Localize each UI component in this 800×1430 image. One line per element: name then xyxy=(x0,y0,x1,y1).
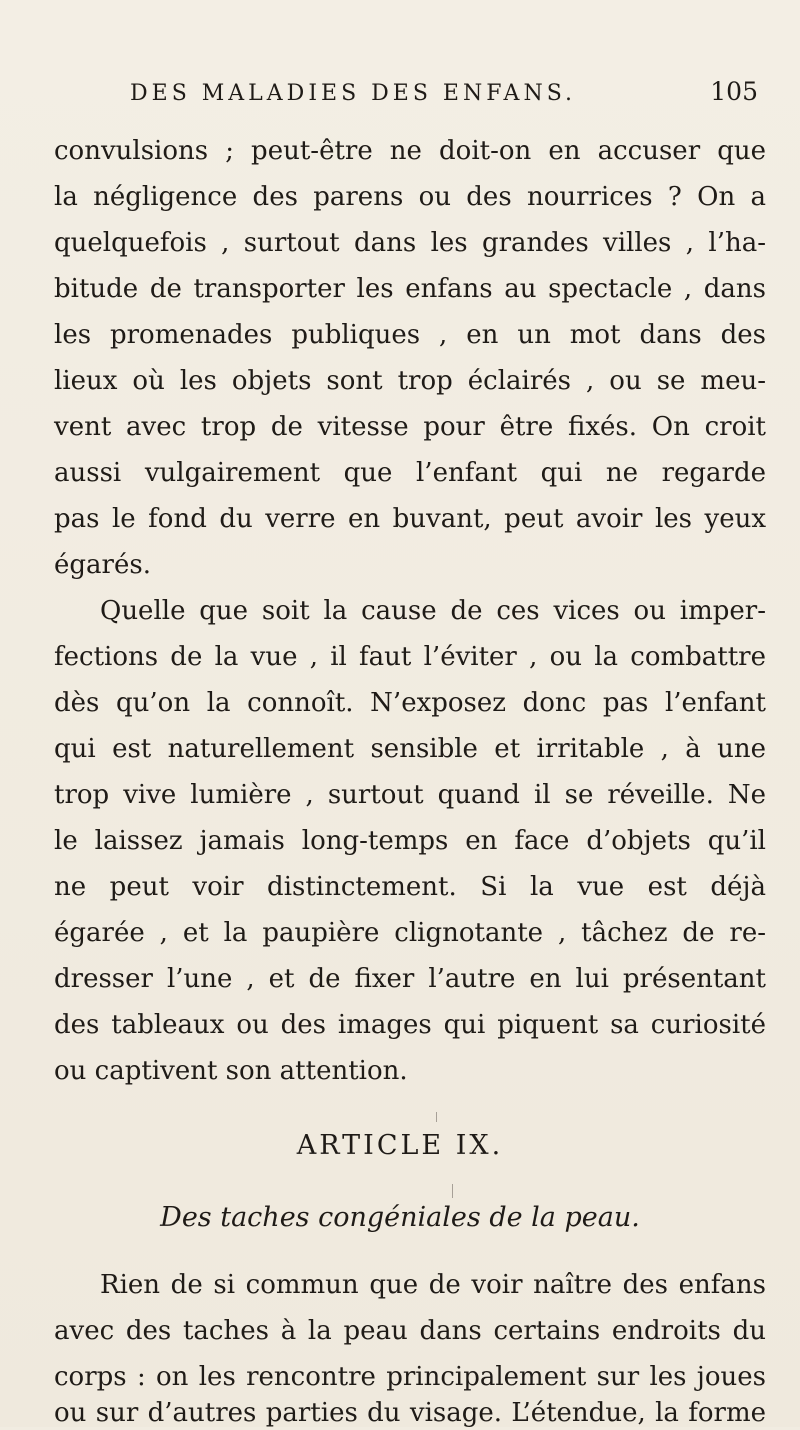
paragraph-2-line-8: égarée , et la paupière clignotante , tâchez de re- xyxy=(54,918,766,948)
paragraph-1-line-10: égarés. xyxy=(54,550,151,580)
page-header xyxy=(42,77,758,117)
paragraph-3-line-4: ou sur d’autres parties du visage. L’étendue, la forme xyxy=(54,1398,766,1428)
paragraph-2-line-6: le laissez jamais long-temps en face d’objets qu’il xyxy=(54,826,766,856)
paragraph-1-line-6: lieux où les objets sont trop éclairés , ou se meu- xyxy=(54,366,766,396)
paragraph-1-line-2: la négligence des parens ou des nourrices ? On a xyxy=(54,182,766,212)
paragraph-2-line-11: ou captivent son attention. xyxy=(54,1056,408,1086)
paragraph-2-line-9: dresser l’une , et de fixer l’autre en lui présentant xyxy=(54,964,766,994)
paragraph-2-line-2: fections de la vue , il faut l’éviter , ou la combattre xyxy=(54,642,766,672)
paragraph-2-line-1: Quelle que soit la cause de ces vices ou imper- xyxy=(100,596,766,626)
paragraph-3-line-3: corps : on les rencontre principalement sur les joues xyxy=(54,1362,766,1392)
paragraph-1-line-4: bitude de transporter les enfans au spectacle , dans xyxy=(54,274,766,304)
paragraph-2-line-3: dès qu’on la connoît. N’exposez donc pas l’enfant xyxy=(54,688,766,718)
paragraph-1-line-7: vent avec trop de vitesse pour être fixés. On croit xyxy=(54,412,766,442)
paragraph-3-line-2: avec des taches à la peau dans certains endroits du xyxy=(54,1316,766,1346)
paragraph-1-line-8: aussi vulgairement que l’enfant qui ne regarde xyxy=(54,458,766,488)
article-subtitle: Des taches congéniales de la peau. xyxy=(160,1202,640,1233)
article-title: ARTICLE IX. xyxy=(296,1130,504,1161)
running-head: DES MALADIES DES ENFANS. xyxy=(130,81,576,106)
paragraph-2-line-4: qui est naturellement sensible et irritable , à une xyxy=(54,734,766,764)
page-number: 105 xyxy=(710,77,758,106)
paragraph-2-line-7: ne peut voir distinctement. Si la vue est déjà xyxy=(54,872,766,902)
print-speck xyxy=(436,1112,437,1122)
paragraph-1-line-5: les promenades publiques , en un mot dans des xyxy=(54,320,766,350)
print-speck xyxy=(452,1184,453,1198)
paragraph-2-line-5: trop vive lumière , surtout quand il se réveille. Ne xyxy=(54,780,766,810)
paragraph-1-line-3: quelquefois , surtout dans les grandes villes , l’ha- xyxy=(54,228,766,258)
paragraph-3-line-1: Rien de si commun que de voir naître des enfans xyxy=(100,1270,766,1300)
paragraph-2-line-10: des tableaux ou des images qui piquent sa curiosité xyxy=(54,1010,766,1040)
paragraph-1-line-1: convulsions ; peut-être ne doit-on en accuser que xyxy=(54,136,766,166)
paragraph-1-line-9: pas le fond du verre en buvant, peut avoir les yeux xyxy=(54,504,766,534)
